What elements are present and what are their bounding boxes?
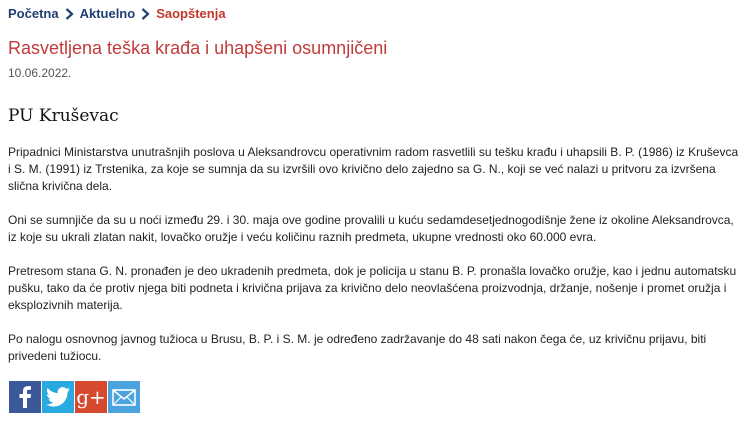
email-share-button[interactable]: [108, 381, 140, 413]
email-icon: [112, 389, 136, 406]
breadcrumb: [8, 6, 226, 21]
facebook-icon: [18, 386, 32, 408]
article-paragraph: Pripadnici Ministarstva unutrašnjih poslova u Aleksandrovcu operativnim radom rasvetlili su tešku krađu i uhapsili B. P. (1986) iz Kruševca i S. M. (1991) iz Trstenika, za koje se sumnja da su izvršili ovo krivično delo zajedno sa G. N., koji se već nalazi u pritvoru za izvršena slična krivična dela.: [8, 145, 739, 193]
twitter-share-button[interactable]: [42, 381, 74, 413]
breadcrumb-aktuelno-link[interactable]: Aktuelno: [79, 6, 136, 21]
chevron-right-icon: [65, 8, 74, 20]
google-plus-share-button[interactable]: [75, 381, 107, 413]
article-title: Rasvetljena teška krađa i uhapšeni osumnjičeni: [8, 38, 388, 58]
breadcrumb-current-link[interactable]: Saopštenja: [156, 6, 226, 21]
chevron-right-icon: [141, 8, 150, 20]
breadcrumb-home-link[interactable]: Početna: [8, 6, 59, 21]
google-plus-icon: g+: [76, 385, 106, 409]
article-paragraph: Pretresom stana G. N. pronađen je deo ukradenih predmeta, dok je policija u stanu B. P. pronašla lovačko oružje, kao i jednu automatsku pušku, tako da će protiv njega biti podneta i krivična prijava za krivično delo neovlašćena proizvodnja, držanje, nošenje i promet oružja i eksplozivnih materija.: [8, 264, 737, 312]
article-body: [8, 144, 744, 382]
article-subtitle: PU Kruševac: [8, 106, 119, 126]
article-date: 10.06.2022.: [8, 66, 72, 80]
share-buttons: [9, 381, 141, 413]
facebook-share-button[interactable]: [9, 381, 41, 413]
article-paragraph: Po nalogu osnovnog javnog tužioca u Brusu, B. P. i S. M. je određeno zadržavanje do 48 sati nakon čega će, uz krivičnu prijavu, biti privedeni tužiocu.: [8, 332, 707, 363]
article-paragraph: Oni se sumnjiče da su u noći između 29. i 30. maja ove godine provalili u kuću sedamdesetjednogodišnje žene iz okoline Aleksandrovca, iz koje su ukrali zlatan nakit, lovačko oružje i veću količinu raznih predmeta, ukupne vrednosti oko 60.000 evra.: [8, 213, 734, 244]
twitter-icon: [46, 387, 70, 407]
